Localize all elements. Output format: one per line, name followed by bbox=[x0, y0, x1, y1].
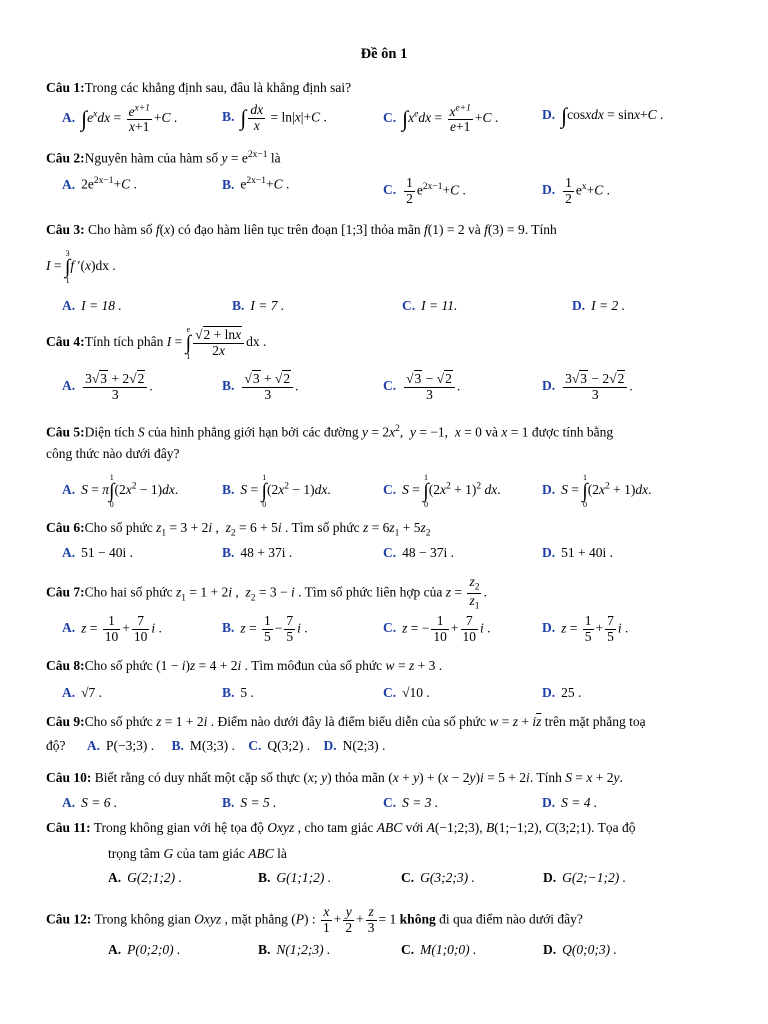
question-1: Câu 1:Trong các khẳng định sau, đâu là khẳng định sai? bbox=[46, 80, 352, 95]
q1-option-d: D. ∫cosxdx = sinx+C . bbox=[542, 103, 664, 128]
q11-option-a: A. G(2;1;2) . bbox=[108, 870, 182, 885]
q5-option-d: D. S = 1 ∫ 0 $(2x^2 + 1)dx$. bbox=[542, 473, 652, 509]
q7-option-c: C. z = − $\frac{1}{10}$ + $\frac{7}{10}$ i . bbox=[383, 613, 491, 644]
q11-line2: trọng tâm G của tam giác ABC là bbox=[108, 846, 287, 861]
q10-option-b: B. S = 5 . bbox=[222, 795, 277, 810]
q3-integral: I = 3 ∫ 1 f ′(x)dx . bbox=[46, 249, 116, 285]
q8-option-c: C. √10 . bbox=[383, 685, 430, 700]
q5-option-c: C. S = 1 ∫ 0 $(2x^2 + 1)^2$ dx. bbox=[383, 473, 501, 509]
q4-option-b: B. $\frac{√3 + √2}{3}$ . bbox=[222, 371, 299, 402]
q10-option-d: D. S = 4 . bbox=[542, 795, 598, 810]
q12-option-d: D. Q(0;0;3) . bbox=[543, 942, 617, 957]
question-12: Câu 12: Trong không gian Oxyz , mặt phẳng (P) : $\frac{x}{1}$ + $\frac{y}{2}$ + $\frac{z}{3}$ = 1 không đi qua điểm nào dưới đây? bbox=[46, 904, 583, 935]
question-2: Câu 2:Nguyên hàm của hàm số $y = e^{2x-1}$ là bbox=[46, 150, 281, 166]
q9-line2: độ? A. P(−3;3) . B. M(3;3) . C. Q(3;2) . D. N(2;3) . bbox=[46, 738, 386, 753]
q3-option-d: D. I = 2 . bbox=[572, 298, 625, 313]
q8-option-d: D. 25 . bbox=[542, 685, 582, 700]
q11-option-c: C. G(3;2;3) . bbox=[401, 870, 475, 885]
question-8: Câu 8:Cho số phức (1 − i)z = 4 + 2i . Tìm môđun của số phức w = z + 3 . bbox=[46, 658, 443, 673]
q6-option-c: C. 48 − 37i . bbox=[383, 545, 454, 560]
q6-option-b: B. 48 + 37i . bbox=[222, 545, 293, 560]
q6-option-a: A. 51 − 40i . bbox=[62, 545, 133, 560]
q7-option-b: B. z = $\frac{1}{5}$ − $\frac{7}{5}$ i . bbox=[222, 613, 308, 644]
question-9: Câu 9:Cho số phức z = 1 + 2i . Điểm nào dưới đây là điểm biểu diễn của số phức $w = z + i\overline{z}$ trên mặt phẳng toạ bbox=[46, 714, 646, 729]
q8-option-a: A. √7 . bbox=[62, 685, 103, 700]
q2-option-b: B. $e^{2x-1}+C$ . bbox=[222, 176, 290, 192]
q6-option-d: D. 51 + 40i . bbox=[542, 545, 613, 560]
q7-option-a: A. z = $\frac{1}{10}$ + $\frac{7}{10}$ i . bbox=[62, 613, 162, 644]
q2-option-c: C. $\frac{1}{2}$ $e^{2x-1}+C$ . bbox=[383, 175, 466, 206]
q10-option-a: A. S = 6 . bbox=[62, 795, 118, 810]
q12-option-a: A. P(0;2;0) . bbox=[108, 942, 181, 957]
q2-option-d: D. $\frac{1}{2}$ $e^x+C$ . bbox=[542, 175, 611, 206]
q12-option-b: B. N(1;2;3) . bbox=[258, 942, 331, 957]
q5-option-a: A. S = π 1 ∫ 0 $(2x^2 - 1)dx$. bbox=[62, 473, 179, 509]
q7-option-d: D. z = $\frac{1}{5}$ + $\frac{7}{5}$ i . bbox=[542, 613, 629, 644]
question-7: Câu 7:Cho hai số phức $z_1 = 1 + 2i$ , $z_2 = 3 - i$ . Tìm số phức liên hợp của z = $\frac{z_2}{z_1}$ . bbox=[46, 574, 487, 612]
question-3: Câu 3: Cho hàm số f(x) có đạo hàm liên tục trên đoạn [1;3] thỏa mãn f(1) = 2 và f(3) = 9. Tính bbox=[46, 222, 557, 237]
question-11: Câu 11: Trong không gian với hệ tọa độ Oxyz , cho tam giác ABC với A(−1;2;3), B(1;−1;2), C(3;2;1). Tọa độ bbox=[46, 820, 636, 835]
q3-option-c: C. I = 11. bbox=[402, 298, 458, 313]
q1-option-a: A. $\int e^xdx$ = $\frac{e^{x+1}}{x+1}$ +C . bbox=[62, 103, 178, 135]
q1-option-c: C. $\int x^edx$ = $\frac{x^{e+1}}{e+1}$ +C . bbox=[383, 103, 499, 135]
q4-option-d: D. $\frac{3√3 - 2√2}{3}$ . bbox=[542, 371, 633, 402]
q12-option-c: C. M(1;0;0) . bbox=[401, 942, 477, 957]
q11-option-d: D. G(2;−1;2) . bbox=[543, 870, 626, 885]
q4-option-c: C. $\frac{√3 - √2}{3}$ . bbox=[383, 371, 461, 402]
q1-option-b: B. ∫ $\frac{dx}{x}$ = ln|x|+C . bbox=[222, 102, 327, 133]
q11-option-b: B. G(1;1;2) . bbox=[258, 870, 332, 885]
q3-option-b: B. I = 7 . bbox=[232, 298, 285, 313]
page-title: Đề ôn 1 bbox=[360, 46, 408, 62]
q8-option-b: B. 5 . bbox=[222, 685, 254, 700]
question-4: Câu 4:Tính tích phân I = e ∫ 1 $\frac{√2 + \ln x}{2x}$ dx . bbox=[46, 325, 267, 361]
q5-option-b: B. S = 1 ∫ 0 $(2x^2 - 1)dx$. bbox=[222, 473, 331, 509]
q3-option-a: A. I = 18 . bbox=[62, 298, 122, 313]
q10-option-c: C. S = 3 . bbox=[383, 795, 439, 810]
question-10: Câu 10: Biết rằng có duy nhất một cặp số thực (x; y) thỏa mãn (x + y) + (x − 2y)i = 5 + 2i. Tính S = x + 2y. bbox=[46, 770, 623, 785]
q4-option-a: A. $\frac{3√3 + 2√2}{3}$ . bbox=[62, 371, 153, 402]
question-5: Câu 5:Diện tích S của hình phẳng giới hạn bởi các đường $y = 2x^2$, y = −1, x = 0 và x = 1 được tính bằng bbox=[46, 424, 614, 440]
q2-option-a: A. $2e^{2x-1}+C$ . bbox=[62, 176, 137, 192]
question-6: Câu 6:Cho số phức $z_1 = 3 + 2i$ , $z_2 = 6 + 5i$ . Tìm số phức $z = 6z_1 + 5z_2$ bbox=[46, 520, 431, 539]
q5-line2: công thức nào dưới đây? bbox=[46, 446, 180, 461]
